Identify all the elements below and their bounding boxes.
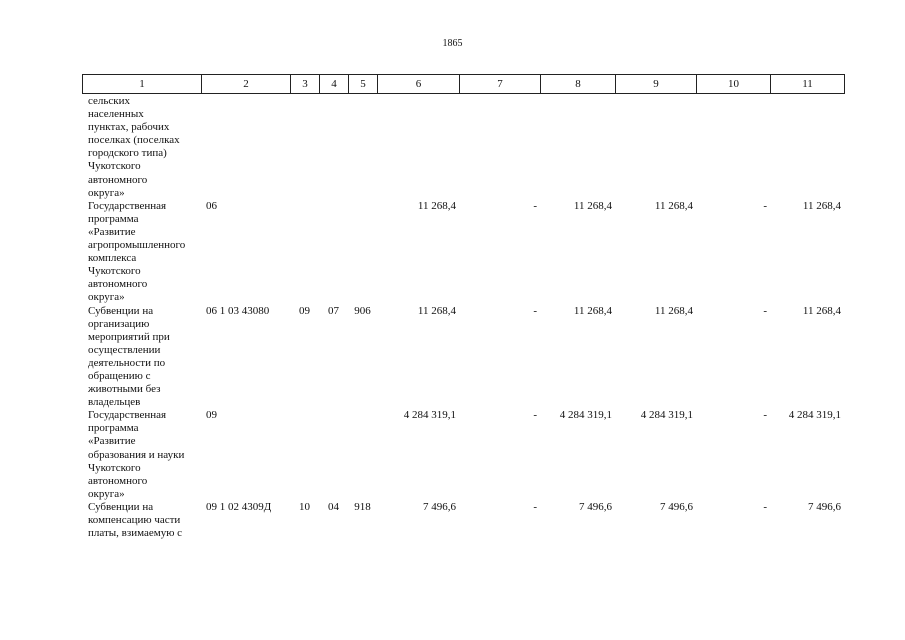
cell-subsection: 07 bbox=[328, 304, 339, 317]
cell-col9: 4 284 319,1 bbox=[640, 409, 693, 422]
cell-col9: 7 496,6 bbox=[660, 500, 693, 513]
cell-col11: 11 268,4 bbox=[802, 304, 841, 317]
column-header-table bbox=[82, 74, 845, 94]
cell-col6: 7 496,6 bbox=[423, 500, 456, 513]
cell-col7: - bbox=[533, 409, 537, 422]
cell-col11: 11 268,4 bbox=[802, 199, 841, 212]
budget-table-body bbox=[82, 95, 847, 540]
table-row bbox=[82, 305, 847, 410]
cell-col10: - bbox=[763, 500, 767, 513]
cell-col6: 4 284 319,1 bbox=[403, 409, 456, 422]
cell-col9: 11 268,4 bbox=[654, 199, 693, 212]
column-number-11: 11 bbox=[771, 75, 845, 94]
page-number: 1865 bbox=[442, 38, 463, 49]
cell-col8: 7 496,6 bbox=[579, 500, 612, 513]
cell-col10: - bbox=[763, 304, 767, 317]
cell-col8: 4 284 319,1 bbox=[559, 409, 612, 422]
column-number-6: 6 bbox=[378, 75, 460, 94]
cell-section: 09 bbox=[299, 304, 310, 317]
cell-col10: - bbox=[763, 199, 767, 212]
cell-col7: - bbox=[533, 199, 537, 212]
cell-col11: 4 284 319,1 bbox=[788, 409, 841, 422]
row-name: сельских населенных пунктах, рабочих поселках (поселках городского типа) Чукотского автономного округа» bbox=[88, 95, 180, 199]
cell-col6: 11 268,4 bbox=[417, 304, 456, 317]
cell-code: 09 bbox=[206, 409, 217, 422]
column-number-9: 9 bbox=[616, 75, 697, 94]
table-row bbox=[82, 409, 847, 501]
column-number-row bbox=[83, 75, 845, 94]
row-name: Субвенции на организацию мероприятий при осуществлении деятельности по обращению с животными без владельцев bbox=[88, 304, 170, 409]
cell-subsection: 04 bbox=[328, 500, 339, 513]
cell-col7: - bbox=[533, 304, 537, 317]
row-name: Субвенции на компенсацию части платы, взимаемую с bbox=[88, 500, 183, 540]
cell-col8: 11 268,4 bbox=[573, 304, 612, 317]
table-row bbox=[82, 501, 847, 540]
column-number-3: 3 bbox=[291, 75, 320, 94]
cell-code: 06 1 03 43080 bbox=[206, 304, 270, 317]
column-number-10: 10 bbox=[697, 75, 771, 94]
cell-col11: 7 496,6 bbox=[808, 500, 841, 513]
column-number-2: 2 bbox=[202, 75, 291, 94]
cell-col8: 11 268,4 bbox=[573, 199, 612, 212]
cell-col9: 11 268,4 bbox=[654, 304, 693, 317]
column-number-8: 8 bbox=[541, 75, 616, 94]
table-row bbox=[82, 200, 847, 305]
cell-col6: 11 268,4 bbox=[417, 199, 456, 212]
cell-department: 918 bbox=[354, 500, 371, 513]
cell-col10: - bbox=[763, 409, 767, 422]
column-number-1: 1 bbox=[83, 75, 202, 94]
cell-section: 10 bbox=[299, 500, 310, 513]
cell-code: 06 bbox=[206, 199, 217, 212]
row-name: Государственная программа «Развитие образования и науки Чукотского автономного округа» bbox=[88, 409, 185, 500]
cell-code: 09 1 02 4309Д bbox=[206, 500, 272, 513]
column-number-5: 5 bbox=[349, 75, 378, 94]
cell-department: 906 bbox=[354, 304, 371, 317]
column-number-4: 4 bbox=[320, 75, 349, 94]
column-number-7: 7 bbox=[460, 75, 541, 94]
row-name: Государственная программа «Развитие агропромышленного комплекса Чукотского автономного округа» bbox=[88, 199, 186, 304]
table-row bbox=[82, 95, 847, 200]
cell-col7: - bbox=[533, 500, 537, 513]
